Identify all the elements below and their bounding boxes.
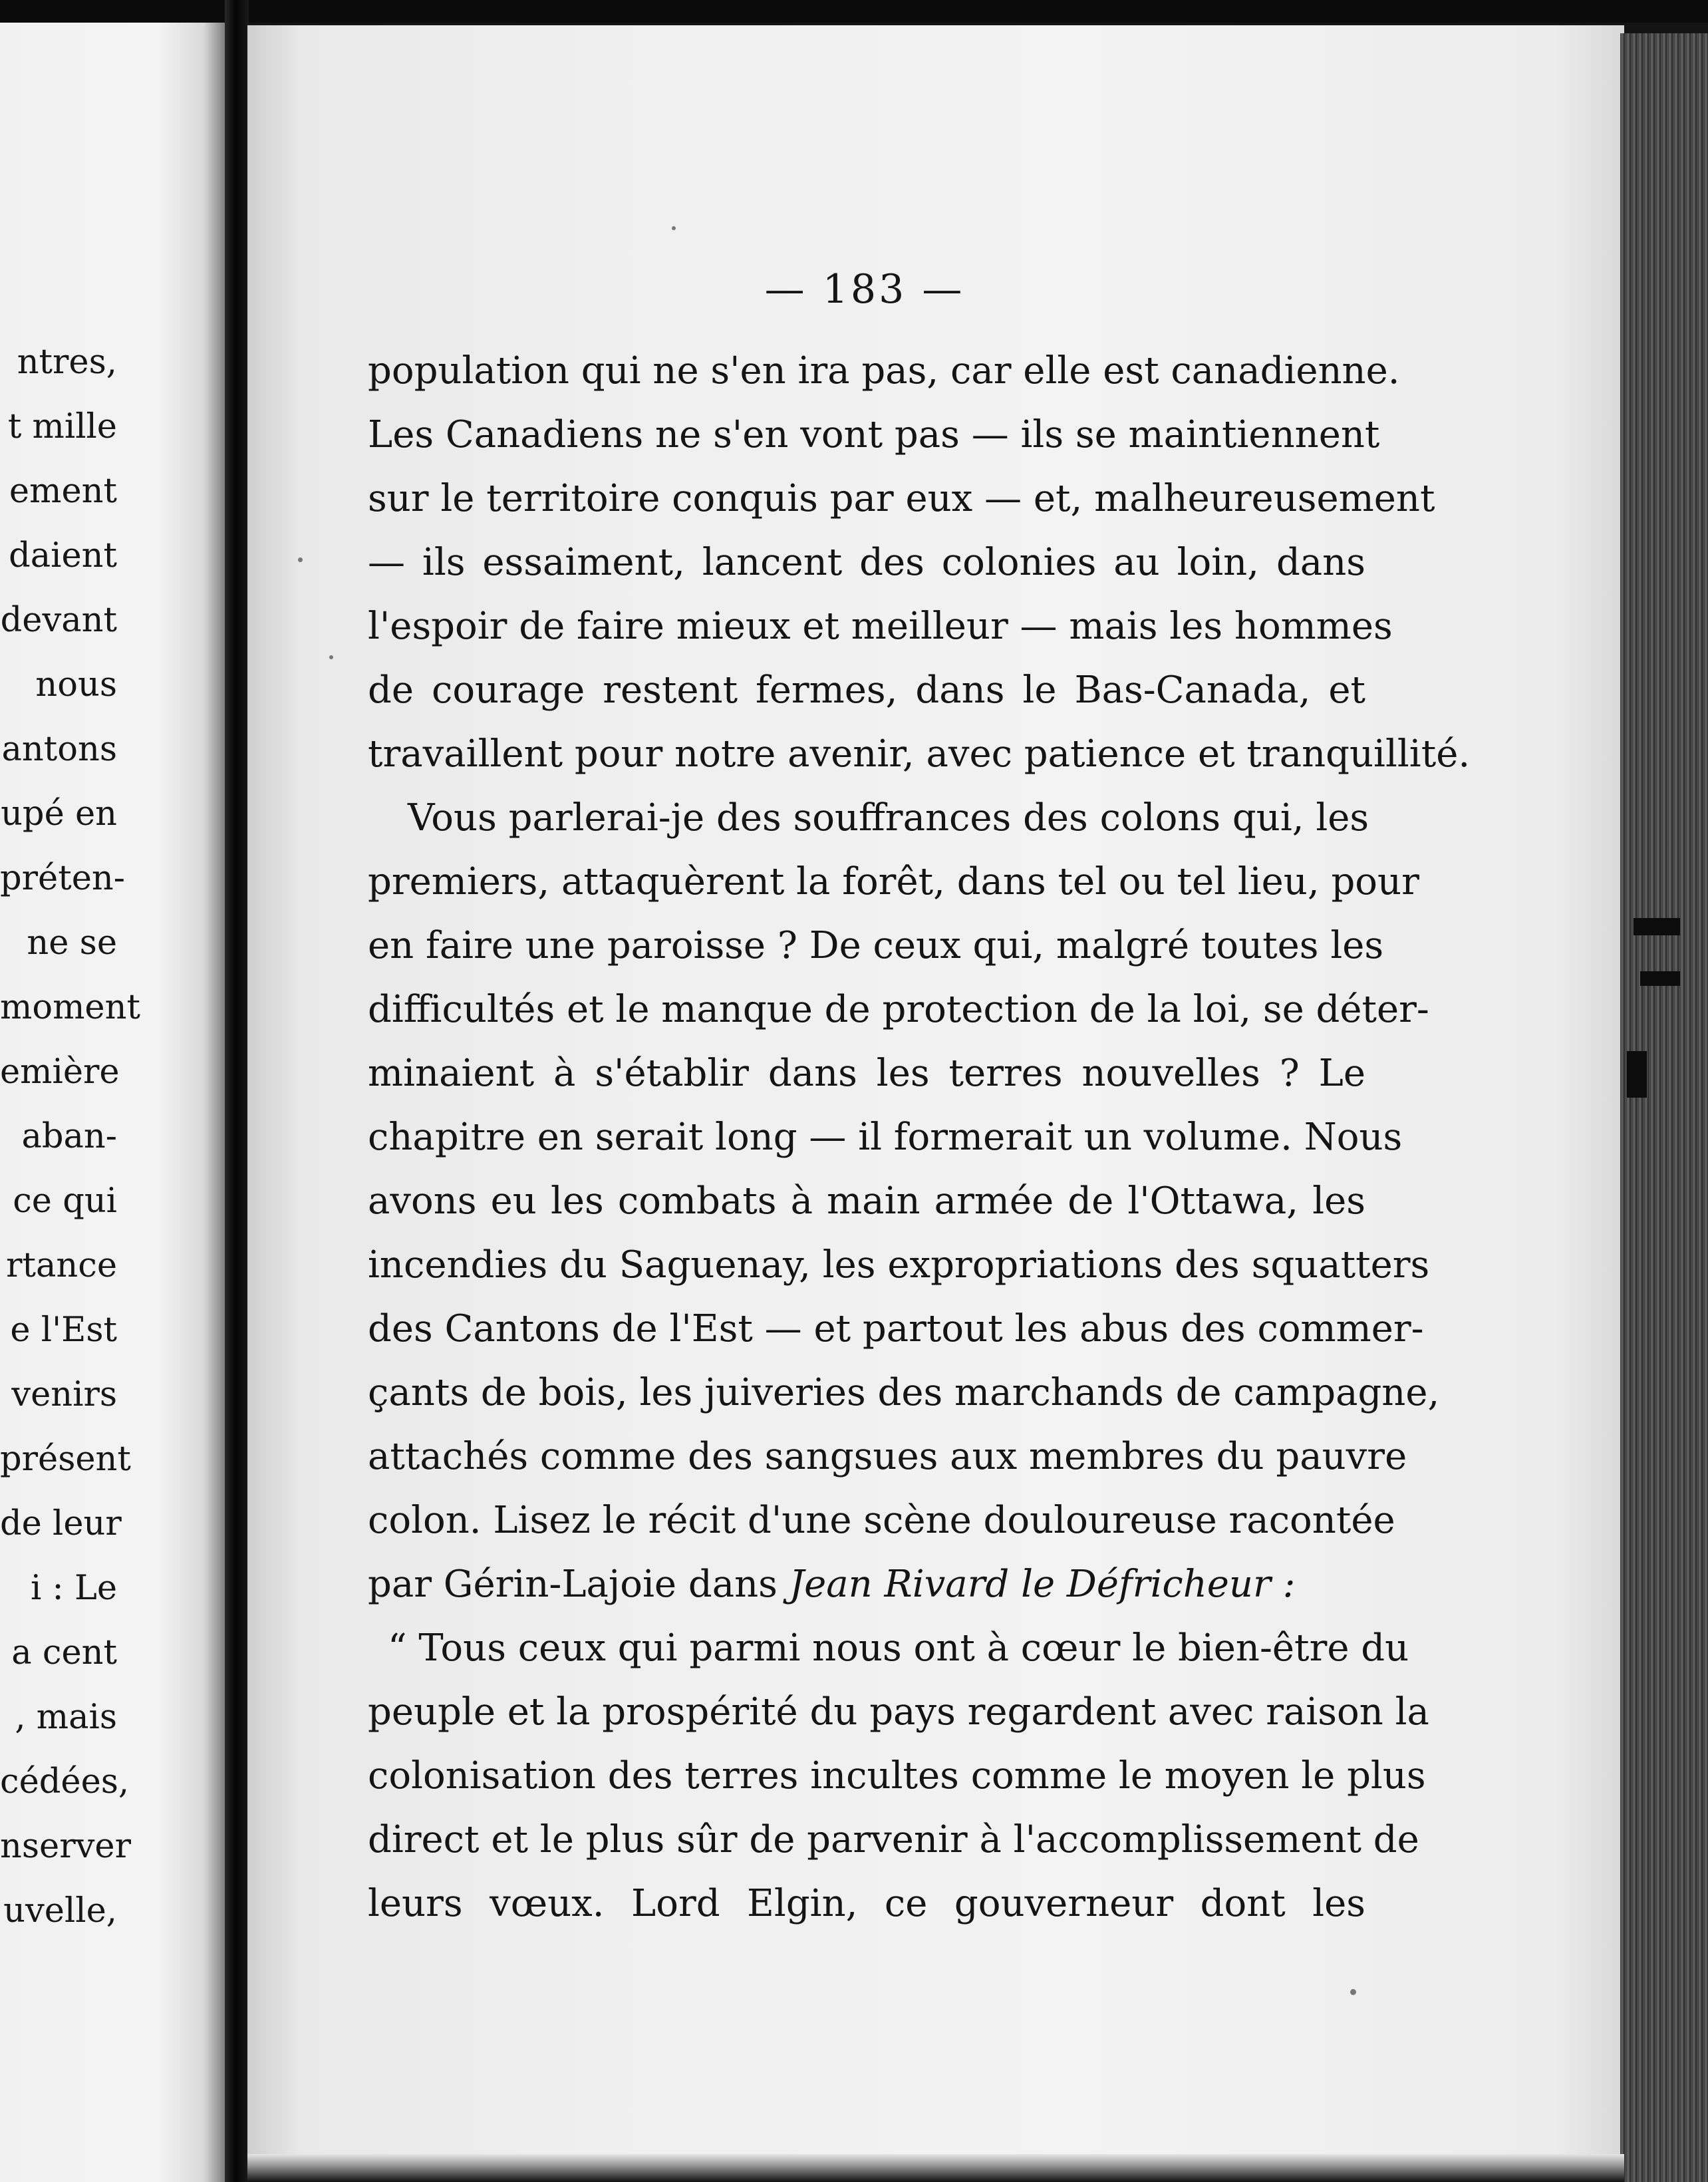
book-gutter [225,0,249,2182]
citation-prefix: par Gérin-Lajoie dans [368,1563,789,1606]
body-line: en faire une paroisse ? De ceux qui, malgré toutes les [368,924,1384,967]
page-edge-block [1620,33,1708,2182]
left-page-line: moment [0,988,140,1027]
left-page-line: présent [0,1440,131,1479]
body-line: difficultés et le manque de protection de la loi, se déter- [368,988,1429,1031]
left-page-line: préten- [0,859,125,898]
edge-mark [1640,971,1680,986]
paper-speck [298,557,303,562]
quote-line: colonisation des terres incultes comme le moyen le plus [368,1754,1426,1797]
quote-line: direct et le plus sûr de parvenir à l'accomplissement de [368,1818,1419,1861]
left-page-line: de leur [0,1504,122,1543]
body-line: avons eu les combats à main armée de l'Ottawa, les [368,1179,1365,1223]
left-page-line: aban- [21,1117,117,1156]
left-page-line: t mille [7,407,117,446]
body-line: premiers, attaquèrent la forêt, dans tel ou tel lieu, pour [368,860,1419,903]
left-page-line: venirs [11,1375,117,1414]
body-line: Vous parlerai-je des souffrances des colons qui, les [408,796,1369,840]
edge-mark [1627,1051,1647,1098]
body-line: incendies du Saguenay, les expropriations des squatters [368,1243,1430,1287]
body-line: population qui ne s'en ira pas, car elle est canadienne. [368,349,1400,392]
left-page-line: nserver [0,1827,131,1866]
paper-speck [672,226,676,230]
body-line: colon. Lisez le récit d'une scène douloureuse racontée [368,1499,1395,1542]
left-page-line: upé en [1,794,117,834]
left-page-line: cédées, [0,1762,130,1801]
body-line: — ils essaiment, lancent des colonies au loin, dans [368,541,1365,584]
left-page-line: a cent [11,1633,117,1672]
left-page-line: i : Le [31,1569,117,1608]
left-page-line: ement [9,472,117,511]
body-line: Les Canadiens ne s'en vont pas — ils se maintiennent [368,413,1380,456]
edge-mark [1634,918,1680,935]
body-line: chapitre en serait long — il formerait un volume. Nous [368,1116,1403,1159]
scan-bottom-border [247,2154,1624,2182]
scan-top-border [0,0,1708,23]
quote-line: “ Tous ceux qui parmi nous ont à cœur le bien-être du [388,1627,1409,1670]
left-page-text-column [0,330,140,1943]
body-line: minaient à s'établir dans les terres nouvelles ? Le [368,1052,1365,1095]
citation-line [368,1553,1365,1617]
book-title: Jean Rivard le Défricheur : [789,1563,1296,1606]
body-line: l'espoir de faire mieux et meilleur — mais les hommes [368,605,1393,648]
paper-speck [1350,1989,1356,1995]
body-line: çants de bois, les juiveries des marchands de campagne, [368,1371,1440,1414]
left-page-fragment [0,23,226,2182]
page-body-text [368,339,1471,1936]
left-page-line: nous [35,665,117,704]
quote-line: peuple et la prospérité du pays regardent avec raison la [368,1690,1429,1734]
left-page-line: antons [1,730,117,769]
left-page-line: daient [9,536,117,575]
left-page-line: e l'Est [10,1311,117,1350]
left-page-line: ne se [27,923,117,963]
left-page-line: ntres, [17,343,117,382]
page-number: — 183 — [764,266,965,313]
left-page-line: uvelle, [3,1891,117,1931]
body-line: travaillent pour notre avenir, avec patience et tranquillité. [368,732,1471,776]
left-page-line: rtance [6,1246,117,1285]
quote-line: leurs vœux. Lord Elgin, ce gouverneur dont les [368,1882,1365,1925]
body-line: attachés comme des sangsues aux membres du pauvre [368,1435,1407,1478]
body-line: sur le territoire conquis par eux — et, malheureusement [368,477,1435,520]
left-page-line: emière [0,1052,120,1092]
left-page-line: , mais [15,1698,117,1737]
body-line: des Cantons de l'Est — et partout les abus des commer- [368,1307,1424,1350]
left-page-line: ce qui [13,1181,117,1221]
body-line: de courage restent fermes, dans le Bas-Canada, et [368,669,1365,712]
left-page-line: devant [0,601,117,640]
paper-speck [329,655,333,659]
